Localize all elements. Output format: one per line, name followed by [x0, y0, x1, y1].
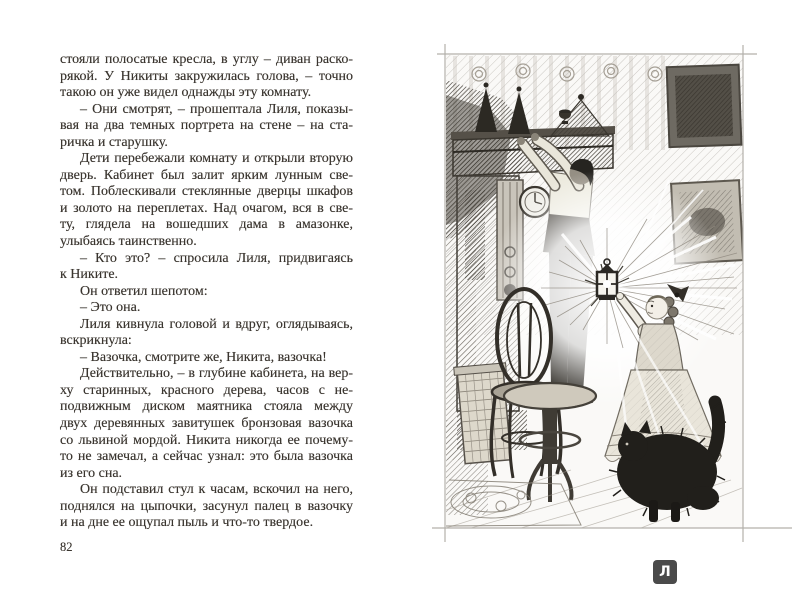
text-line: ту, глядела на вошедших дама в амазонке,	[60, 217, 353, 233]
text-line: – Вазочка, смотрите же, Никита, вазочка!	[80, 349, 327, 365]
illustration	[431, 40, 797, 542]
picture-frame-top	[667, 65, 742, 147]
text-line: Дети перебежали комнату и открыли вторую	[80, 151, 353, 167]
text-line: стояли полосатые кресла, в углу – диван раско-	[60, 52, 353, 67]
text-line: том. Поблескивали стеклянные дверцы шкафов	[60, 184, 353, 200]
text-line: – Кто это? – спросила Лиля, придвигаясь	[80, 250, 353, 266]
text-line: – Они смотрят, – прошептала Лиля, показы-	[80, 101, 353, 117]
page-number: 82	[60, 540, 73, 554]
text-line: то не замечал, а сейчас узнал: это была вазочка	[60, 449, 353, 465]
text-line: и золото на переплетах. Над очагом, вся в све-	[60, 200, 353, 216]
text-line: подвижным диском маятника стояла между	[60, 399, 353, 415]
text-line: такою он уже видел однажды эту комнату.	[60, 85, 312, 101]
text-line: Он подставил стул к часам, вскочил на него,	[80, 482, 353, 498]
text-line: – Это она.	[80, 300, 141, 316]
body-text	[60, 52, 353, 532]
text-line: Действительно, – в глубине кабинета, на вер-	[80, 366, 353, 382]
text-line: Лиля кивнула головой и вдруг, оглядываясь,	[80, 316, 353, 332]
watermark-letter: Л	[659, 564, 671, 580]
text-line: вая на два темных портрета на стене – на ста-	[60, 118, 353, 134]
text-line: двух деревянных завитушек бронзовая вазочка	[60, 416, 353, 432]
text-line: к Никите.	[60, 267, 119, 283]
text-line: рякой. У Никиты закружилась голова, – точно	[60, 68, 353, 84]
text-line: поднялся на цыпочки, засунул палец в вазочку	[60, 498, 353, 514]
text-line: улыбаясь таинственно.	[60, 234, 197, 250]
labirint-watermark	[653, 560, 677, 584]
illustration-art	[446, 55, 743, 528]
text-line: со львиной мордой. Никита никогда ее почему-	[60, 432, 353, 448]
text-line: из его сна.	[60, 465, 123, 481]
text-line: вскрикнула:	[60, 333, 132, 349]
text-line: Он ответил шепотом:	[80, 283, 208, 299]
text-line: дверь. Кабинет был залит ярким лунным све-	[60, 167, 353, 183]
text-line: и на дне ее ощупал пыль и что-то твердое.	[60, 515, 314, 531]
text-line: ху старинных, красного дерева, часов с не-	[60, 382, 353, 398]
text-line: ричка и старушку.	[60, 134, 168, 150]
